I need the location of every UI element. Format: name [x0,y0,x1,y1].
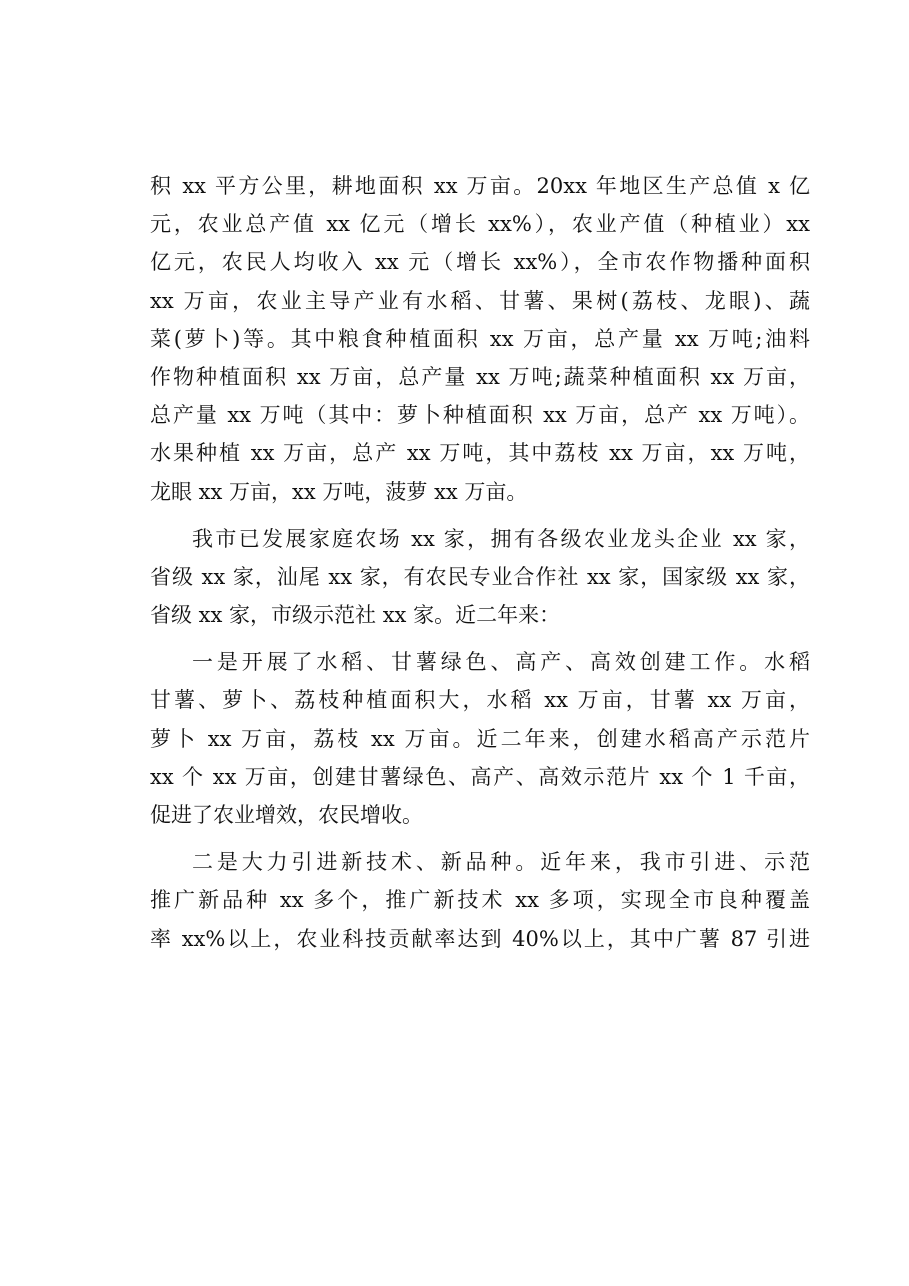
paragraph-1 [150,167,810,511]
text-line: 元，农业总产值 xx 亿元（增长 xx%），农业产值（种植业）xx [150,212,810,237]
text-line: 总产量 xx 万吨（其中：萝卜种植面积 xx 万亩，总产 xx 万吨）。 [150,403,810,428]
text-line: 甘薯、萝卜、荔枝种植面积大，水稻 xx 万亩，甘薯 xx 万亩， [150,688,810,713]
text-line: xx 万亩，农业主导产业有水稻、甘薯、果树(荔枝、龙眼)、蔬 [150,288,810,313]
text-line: 龙眼 xx 万亩，xx 万吨，菠萝 xx 万亩。 [150,479,528,504]
text-line: 水果种植 xx 万亩，总产 xx 万吨，其中荔枝 xx 万亩，xx 万吨， [150,441,810,466]
paragraph-spacer [150,511,810,520]
text-line: 亿元，农民人均收入 xx 元（增长 xx%），全市农作物播种面积 [150,250,810,275]
text-line: 菜(萝卜)等。其中粮食种植面积 xx 万亩，总产量 xx 万吨;油料 [150,326,810,351]
paragraph-spacer [150,634,810,643]
paragraph-spacer [150,834,810,843]
text-line: xx 个 xx 万亩，创建甘薯绿色、高产、高效示范片 xx 个 1 千亩， [150,764,810,789]
paragraph-4 [150,843,810,958]
text-line: 促进了农业增效，农民增收。 [150,803,423,827]
text-line: 省级 xx 家，汕尾 xx 家，有农民专业合作社 xx 家，国家级 xx 家， [150,564,810,589]
text-line: 省级 xx 家，市级示范社 xx 家。近二年来： [150,603,561,628]
text-line: 二是大力引进新技术、新品种。近年来，我市引进、示范 [192,850,810,875]
text-line: 推广新品种 xx 多个，推广新技术 xx 多项，实现全市良种覆盖 [150,888,810,913]
text-line: 率 xx%以上，农业科技贡献率达到 40%以上，其中广薯 87 引进 [150,926,810,951]
document-body [150,167,810,958]
paragraph-2 [150,520,810,635]
text-line: 作物种植面积 xx 万亩，总产量 xx 万吨;蔬菜种植面积 xx 万亩， [150,364,810,389]
text-line: 一是开展了水稻、甘薯绿色、高产、高效创建工作。水稻 [192,650,810,675]
text-line: 我市已发展家庭农场 xx 家，拥有各级农业龙头企业 xx 家， [192,526,810,551]
text-line: 积 xx 平方公里，耕地面积 xx 万亩。20xx 年地区生产总值 x 亿 [150,174,810,198]
paragraph-3 [150,643,810,834]
text-line: 萝卜 xx 万亩，荔枝 xx 万亩。近二年来，创建水稻高产示范片 [150,726,810,751]
